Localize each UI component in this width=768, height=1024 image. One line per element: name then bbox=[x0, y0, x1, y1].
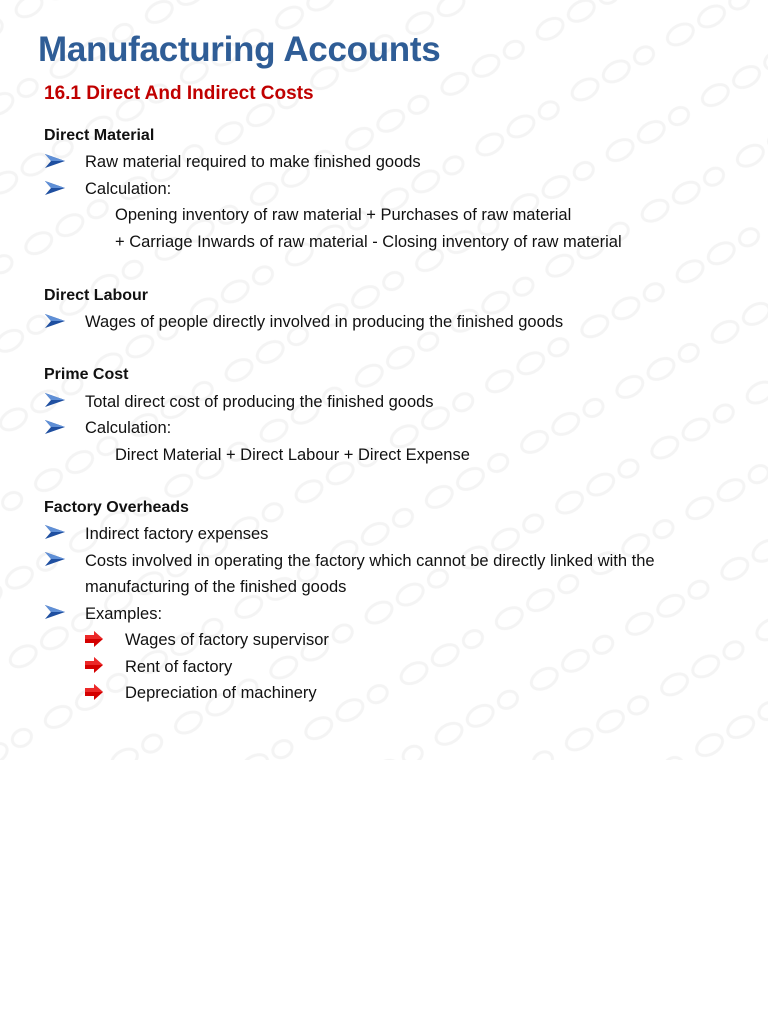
section-subtitle: 16.1 Direct And Indirect Costs bbox=[44, 83, 314, 104]
example-item-1: Wages of factory supervisor bbox=[125, 631, 329, 649]
blue-chevron-arrow-icon bbox=[44, 419, 66, 435]
direct-material-calculation-label: Calculation: bbox=[85, 180, 172, 198]
direct-material-formula-line-1: Opening inventory of raw material + Purchases of raw material bbox=[115, 206, 572, 224]
example-item-2: Rent of factory bbox=[125, 658, 233, 676]
blue-chevron-arrow-icon bbox=[44, 153, 66, 169]
factory-overheads-examples-label: Examples: bbox=[85, 605, 163, 623]
blue-chevron-arrow-icon bbox=[44, 551, 66, 567]
red-arrow-icon bbox=[84, 631, 104, 647]
prime-cost-formula: Direct Material + Direct Labour + Direct Expense bbox=[115, 446, 470, 464]
blue-chevron-arrow-icon bbox=[44, 604, 66, 620]
factory-overheads-description-line-1: Costs involved in operating the factory which cannot be directly linked with the bbox=[85, 552, 655, 570]
direct-labour-definition: Wages of people directly involved in producing the finished goods bbox=[85, 313, 564, 331]
red-arrow-icon bbox=[84, 657, 104, 673]
heading-direct-material: Direct Material bbox=[44, 127, 155, 144]
blue-chevron-arrow-icon bbox=[44, 392, 66, 408]
factory-overheads-definition: Indirect factory expenses bbox=[85, 525, 269, 543]
factory-overheads-description-line-2: manufacturing of the finished goods bbox=[85, 578, 347, 596]
blue-chevron-arrow-icon bbox=[44, 524, 66, 540]
red-arrow-icon bbox=[84, 684, 104, 700]
page-title: Manufacturing Accounts bbox=[38, 30, 441, 69]
heading-factory-overheads: Factory Overheads bbox=[44, 499, 189, 516]
blue-chevron-arrow-icon bbox=[44, 180, 66, 196]
heading-prime-cost: Prime Cost bbox=[44, 366, 129, 383]
example-item-3: Depreciation of machinery bbox=[125, 684, 317, 702]
prime-cost-calculation-label: Calculation: bbox=[85, 419, 172, 437]
blue-chevron-arrow-icon bbox=[44, 313, 66, 329]
direct-material-formula-line-2: + Carriage Inwards of raw material - Closing inventory of raw material bbox=[115, 233, 622, 251]
heading-direct-labour: Direct Labour bbox=[44, 287, 149, 304]
direct-material-definition: Raw material required to make finished goods bbox=[85, 153, 421, 171]
prime-cost-definition: Total direct cost of producing the finished goods bbox=[85, 393, 434, 411]
